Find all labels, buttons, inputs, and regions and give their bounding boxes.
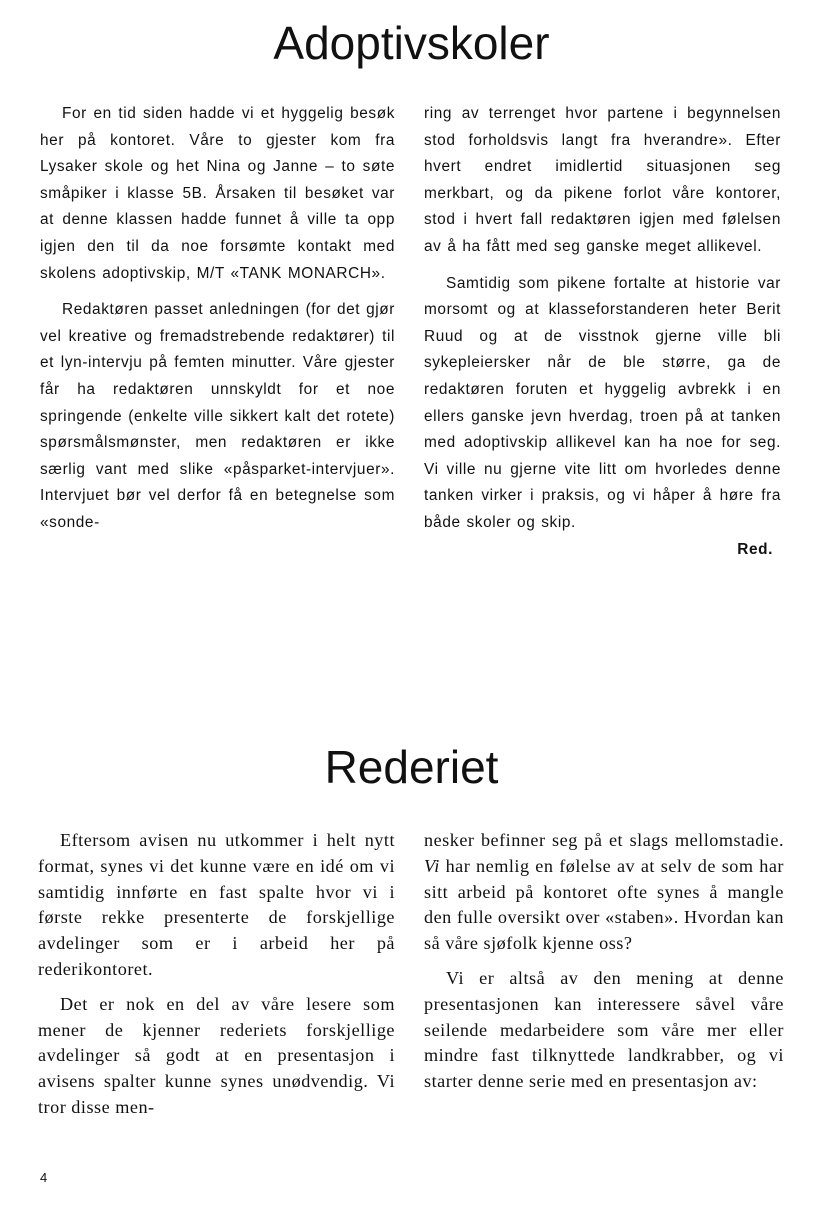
- article-title-rederiet: Rederiet: [324, 741, 499, 793]
- article1-signature: Red.: [737, 540, 773, 558]
- page-number: 4: [40, 1170, 48, 1185]
- article1-column-right: [424, 101, 781, 563]
- article1-paragraph: Samtidig som pikene fortalte at historie var morsomt og at klasseforstanderen heter Berit Ruud og at de visstnok gjerne ville bli sykepleiersker når de ble større, ga de redaktøren foruten et hyggelig avbrekk i en ellers ganske jevn hverdag, troen på at tanken med adoptivskip allikevel kan ha noe for seg. Vi ville nu gjerne vite litt om hvorledes denne tanken virker i praksis, og vi håper å høre fra både skoler og skip.: [424, 274, 781, 531]
- article-title-adoptivskoler: Adoptivskoler: [273, 17, 550, 69]
- article1-paragraph: ring av terrenget hvor partene i begynnelsen stod forholdsvis langt fra hverandre». Efter hvert endret imidlertid situasjonen seg merkbart, og da pikene forlot våre kontorer, stod i hvert fall redaktøren igjen med følelsen av å ha fått med seg ganske meget allikevel.: [424, 105, 781, 255]
- article1-column-left: [40, 101, 395, 537]
- article2-column-right: [424, 828, 784, 1095]
- article1-paragraph: For en tid siden hadde vi et hyggelig besøk her på kontoret. Våre to gjester kom fra Lysaker skole og het Nina og Janne – to søte småpiker i klasse 5B. Årsaken til besøket var at denne klassen hadde funnet å ville ta opp igjen den til da noe forsømte kontakt med skolens adoptivskip, M/T «TANK MONARCH».: [40, 105, 395, 282]
- emphasis-text: Vi: [424, 855, 440, 876]
- article2-paragraph: Eftersom avisen nu utkommer i helt nytt format, synes vi det kunne være en idé om vi samtidig innførte en fast spalte hvor vi i første rekke presenterte de forskjellige avdelinger som er i arbeid her på rederikontoret.: [38, 830, 395, 979]
- text-span: har nemlig en følelse av at selv de som har sitt arbeid på kontoret ofte synes å mangle den fulle oversikt over «staben». Hvordan kan så våre sjøfolk kjenne oss?: [424, 855, 784, 954]
- article2-paragraph: [424, 828, 784, 957]
- article2-paragraph: Vi er altså av den mening at denne presentasjonen kan interessere såvel våre seilende medarbeidere som våre mer eller mindre fast tilknyttede landkrabber, og vi starter denne serie med en presentasjon av:: [424, 967, 784, 1092]
- article2-column-left: [38, 828, 395, 1121]
- article2-paragraph: Det er nok en del av våre lesere som mener de kjenner rederiets forskjellige avdelinger så godt at en presentasjon i avisens spalter kunne synes unødvendig. Vi tror disse men-: [38, 993, 395, 1117]
- article1-paragraph: Redaktøren passet anledningen (for det gjør vel kreative og fremadstrebende redaktører) til et lyn-intervju på femten minutter. Våre gjester får ha redaktøren unnskyldt for et noe springende (enkelte ville sikkert kalt det rotete) spørsmålsmønster, men redaktøren er ikke særlig vant med slike «påsparket-intervjuer». Intervjuet bør vel derfor få en betegnelse som «sonde-: [40, 301, 395, 531]
- text-span: nesker befinner seg på et slags mellomstadie.: [424, 830, 784, 850]
